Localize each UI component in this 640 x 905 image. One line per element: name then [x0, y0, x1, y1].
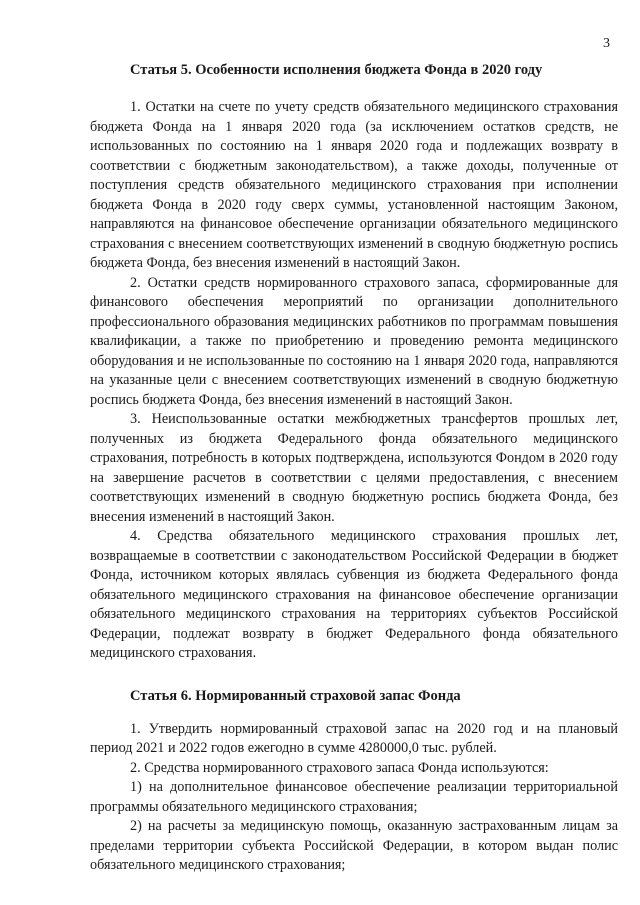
article-6-title: Нормированный страховой запас Фонда: [195, 687, 461, 704]
article-6-heading: [90, 686, 618, 706]
article-6-paragraph-2: 2. Средства нормированного страхового запаса Фонда используются:: [130, 759, 549, 776]
article-5-heading: [90, 60, 618, 80]
article-5-label: Статья 5.: [130, 62, 192, 78]
article-5-paragraph-1: 1. Остатки на счете по учету средств обязательного медицинского страхования бюджета Фонда на 1 января 2020 года (за исключением остатков средств, не использованных по состоянию на 1 января 2020 года и подлежащих возврату в соответствии с бюджетным законодательством), а также доходы, полученные от поступления средств обязательного медицинского страхования при исполнении бюджета Фонда в 2020 году сверх суммы, установленной настоящим Законом, направляются на финансовое обеспечение организации обязательного медицинского страхования с внесением соответствующих изменений в сводную бюджетную роспись бюджета Фонда, без внесения изменений в настоящий Закон.: [90, 99, 618, 271]
page-number: 3: [603, 36, 610, 51]
article-5-paragraph-4: 4. Средства обязательного медицинского страхования прошлых лет, возвращаемые в соответствии с законодательством Российской Федерации в бюджет Фонда, источником которых являлась субвенция из бюджета Федерального фонда обязательного медицинского страхования на финансовое обеспечение организации обязательного медицинского страхования на территориях субъектов Российской Федерации, подлежат возврату в бюджет Федерального фонда обязательного медицинского страхования.: [90, 528, 618, 661]
article-6-paragraph-1: 1. Утвердить нормированный страховой запас на 2020 год и на плановый период 2021 и 2022 годов ежегодно в сумме 4280000,0 тыс. рублей.: [90, 720, 618, 756]
document-body: [90, 60, 618, 876]
article-5-paragraph-2: 2. Остатки средств нормированного страхового запаса, сформированные для финансового обеспечения мероприятий по организации дополнительного профессионального образования медицинских работников по программам повышения квалификации, а также по приобретению и проведению ремонта медицинского оборудования и не использованные по состоянию на 1 января 2020 года, направляются на указанные цели с внесением соответствующих изменений в сводную бюджетную роспись бюджета Фонда, без внесения изменений в настоящий Закон.: [90, 274, 618, 408]
article-5-paragraph-3: 3. Неиспользованные остатки межбюджетных трансфертов прошлых лет, полученных из бюджета Федерального фонда обязательного медицинского страхования, потребность в которых подтверждена, используются Фондом в 2020 году на завершение расчетов в соответствии с целями предоставления, с внесением соответствующих изменений в сводную бюджетную роспись бюджета Фонда, без внесения изменений в настоящий Закон.: [90, 411, 618, 525]
article-5-title: Особенности исполнения бюджета Фонда в 2020 году: [195, 62, 543, 78]
article-6-label: Статья 6.: [130, 687, 192, 704]
article-6-item-1: 1) на дополнительное финансовое обеспечение реализации территориальной программы обязательного медицинского страхования;: [90, 779, 618, 815]
article-6-item-2: 2) на расчеты за медицинскую помощь, оказанную застрахованным лицам за пределами территории субъекта Российской Федерации, в котором выдан полис обязательного медицинского страхования;: [90, 818, 618, 873]
